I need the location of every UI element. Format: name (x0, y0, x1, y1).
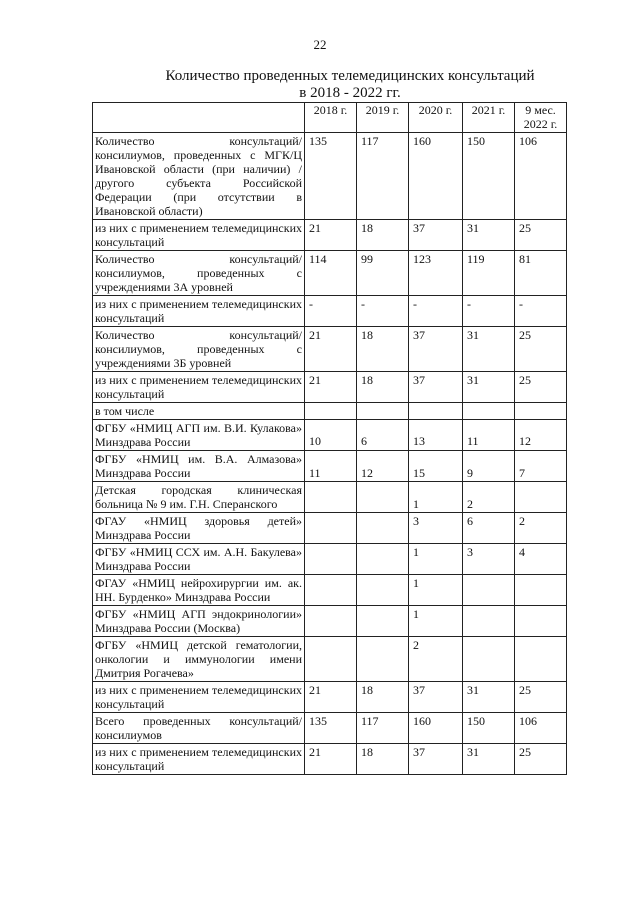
header-cell (93, 103, 305, 133)
value-cell: 2 (409, 637, 463, 682)
value-cell: 25 (515, 682, 567, 713)
value-cell: 117 (357, 713, 409, 744)
table-row (93, 451, 567, 482)
table-row (93, 482, 567, 513)
value-cell: 135 (305, 713, 357, 744)
value-cell: 160 (409, 133, 463, 220)
value-cell: 1 (409, 575, 463, 606)
table-row (93, 744, 567, 775)
value-cell: 123 (409, 251, 463, 296)
value-cell: 21 (305, 682, 357, 713)
row-label: ФГАУ «НМИЦ здоровья детей» Минздрава России (93, 513, 305, 544)
table-row (93, 682, 567, 713)
value-cell: 31 (463, 682, 515, 713)
value-cell (357, 482, 409, 513)
value-cell: 81 (515, 251, 567, 296)
value-cell: 11 (305, 451, 357, 482)
value-cell (305, 403, 357, 420)
value-cell: 37 (409, 682, 463, 713)
row-label: Количество консультаций/ консилиумов, проведенных с учреждениями 3А уровней (93, 251, 305, 296)
value-cell: 4 (515, 544, 567, 575)
value-cell: 6 (463, 513, 515, 544)
row-label: из них с применением телемедицинских консультаций (93, 296, 305, 327)
row-label: ФГАУ «НМИЦ нейрохирургии им. ак. НН. Бурденко» Минздрава России (93, 575, 305, 606)
value-cell (409, 403, 463, 420)
value-cell (463, 575, 515, 606)
table-row (93, 403, 567, 420)
value-cell: 1 (409, 482, 463, 513)
header-row (93, 103, 567, 133)
value-cell: 37 (409, 327, 463, 372)
row-label: из них с применением телемедицинских консультаций (93, 682, 305, 713)
table-row (93, 513, 567, 544)
value-cell (463, 606, 515, 637)
row-label: ФГБУ «НМИЦ им. В.А. Алмазова» Минздрава России (93, 451, 305, 482)
row-label: в том числе (93, 403, 305, 420)
value-cell (357, 544, 409, 575)
value-cell: 150 (463, 713, 515, 744)
row-label: Количество консультаций/ консилиумов, проведенных с МГК/Ц Ивановской области (при наличии) / другого субъекта Российской Федерации (при отсутствии в Ивановской области) (93, 133, 305, 220)
table-row (93, 544, 567, 575)
value-cell: 21 (305, 220, 357, 251)
title-line-2: в 2018 - 2022 гг. (299, 85, 401, 101)
value-cell: 25 (515, 744, 567, 775)
value-cell (305, 513, 357, 544)
value-cell (463, 403, 515, 420)
value-cell: 37 (409, 744, 463, 775)
row-label: ФГБУ «НМИЦ ССХ им. А.Н. Бакулева» Минздрава России (93, 544, 305, 575)
table-title (90, 68, 610, 102)
row-label: Детская городская клиническая больница № 9 им. Г.Н. Сперанского (93, 482, 305, 513)
value-cell: 31 (463, 327, 515, 372)
row-label: ФГБУ «НМИЦ АГП им. В.И. Кулакова» Минздрава России (93, 420, 305, 451)
value-cell: 21 (305, 372, 357, 403)
value-cell: 114 (305, 251, 357, 296)
table-row (93, 251, 567, 296)
value-cell: 21 (305, 744, 357, 775)
value-cell: 31 (463, 744, 515, 775)
value-cell: 2 (515, 513, 567, 544)
value-cell (305, 637, 357, 682)
row-label: из них с применением телемедицинских консультаций (93, 220, 305, 251)
row-label: из них с применением телемедицинских консультаций (93, 744, 305, 775)
value-cell: 10 (305, 420, 357, 451)
table-row (93, 606, 567, 637)
table-row (93, 420, 567, 451)
value-cell: 11 (463, 420, 515, 451)
value-cell (515, 403, 567, 420)
row-label: ФГБУ «НМИЦ детской гематологии, онкологии и иммунологии имени Дмитрия Рогачева» (93, 637, 305, 682)
value-cell: 12 (357, 451, 409, 482)
value-cell (357, 403, 409, 420)
value-cell (357, 575, 409, 606)
value-cell (463, 637, 515, 682)
header-cell: 9 мес. 2022 г. (515, 103, 567, 133)
value-cell: 135 (305, 133, 357, 220)
value-cell: - (305, 296, 357, 327)
value-cell: 25 (515, 220, 567, 251)
value-cell: 3 (409, 513, 463, 544)
value-cell: - (463, 296, 515, 327)
value-cell (357, 513, 409, 544)
row-label: Количество консультаций/ консилиумов, проведенных с учреждениями 3Б уровней (93, 327, 305, 372)
consultations-table (92, 102, 567, 775)
value-cell: 119 (463, 251, 515, 296)
row-label: Всего проведенных консультаций/ консилиумов (93, 713, 305, 744)
header-cell: 2021 г. (463, 103, 515, 133)
value-cell: 18 (357, 220, 409, 251)
header-cell: 2020 г. (409, 103, 463, 133)
table-row (93, 637, 567, 682)
value-cell: 106 (515, 713, 567, 744)
value-cell: - (409, 296, 463, 327)
table-row (93, 575, 567, 606)
value-cell: 1 (409, 544, 463, 575)
header-cell: 2018 г. (305, 103, 357, 133)
value-cell: 9 (463, 451, 515, 482)
value-cell: 18 (357, 372, 409, 403)
value-cell: 18 (357, 744, 409, 775)
value-cell (515, 482, 567, 513)
value-cell (357, 606, 409, 637)
value-cell: 31 (463, 220, 515, 251)
value-cell: 21 (305, 327, 357, 372)
value-cell (515, 637, 567, 682)
value-cell: 13 (409, 420, 463, 451)
header-cell: 2019 г. (357, 103, 409, 133)
table-row (93, 133, 567, 220)
value-cell: 150 (463, 133, 515, 220)
value-cell: 3 (463, 544, 515, 575)
value-cell (305, 606, 357, 637)
table-row (93, 220, 567, 251)
value-cell: 37 (409, 372, 463, 403)
value-cell: 106 (515, 133, 567, 220)
value-cell (515, 575, 567, 606)
value-cell: 1 (409, 606, 463, 637)
value-cell (305, 544, 357, 575)
value-cell: 31 (463, 372, 515, 403)
value-cell: 117 (357, 133, 409, 220)
value-cell (305, 575, 357, 606)
value-cell: - (515, 296, 567, 327)
value-cell: 7 (515, 451, 567, 482)
title-line-1: Количество проведенных телемедицинских консультаций (165, 68, 535, 84)
page-number: 22 (313, 37, 327, 52)
value-cell: 12 (515, 420, 567, 451)
row-label: из них с применением телемедицинских консультаций (93, 372, 305, 403)
value-cell: 15 (409, 451, 463, 482)
row-label: ФГБУ «НМИЦ АГП эндокринологии» Минздрава России (Москва) (93, 606, 305, 637)
table-row (93, 372, 567, 403)
value-cell: 18 (357, 327, 409, 372)
value-cell: 6 (357, 420, 409, 451)
value-cell: 25 (515, 372, 567, 403)
table-row (93, 296, 567, 327)
value-cell: 18 (357, 682, 409, 713)
table-row (93, 713, 567, 744)
value-cell (357, 637, 409, 682)
table-row (93, 327, 567, 372)
value-cell (515, 606, 567, 637)
value-cell (305, 482, 357, 513)
value-cell: - (357, 296, 409, 327)
value-cell: 25 (515, 327, 567, 372)
value-cell: 37 (409, 220, 463, 251)
value-cell: 2 (463, 482, 515, 513)
value-cell: 99 (357, 251, 409, 296)
value-cell: 160 (409, 713, 463, 744)
